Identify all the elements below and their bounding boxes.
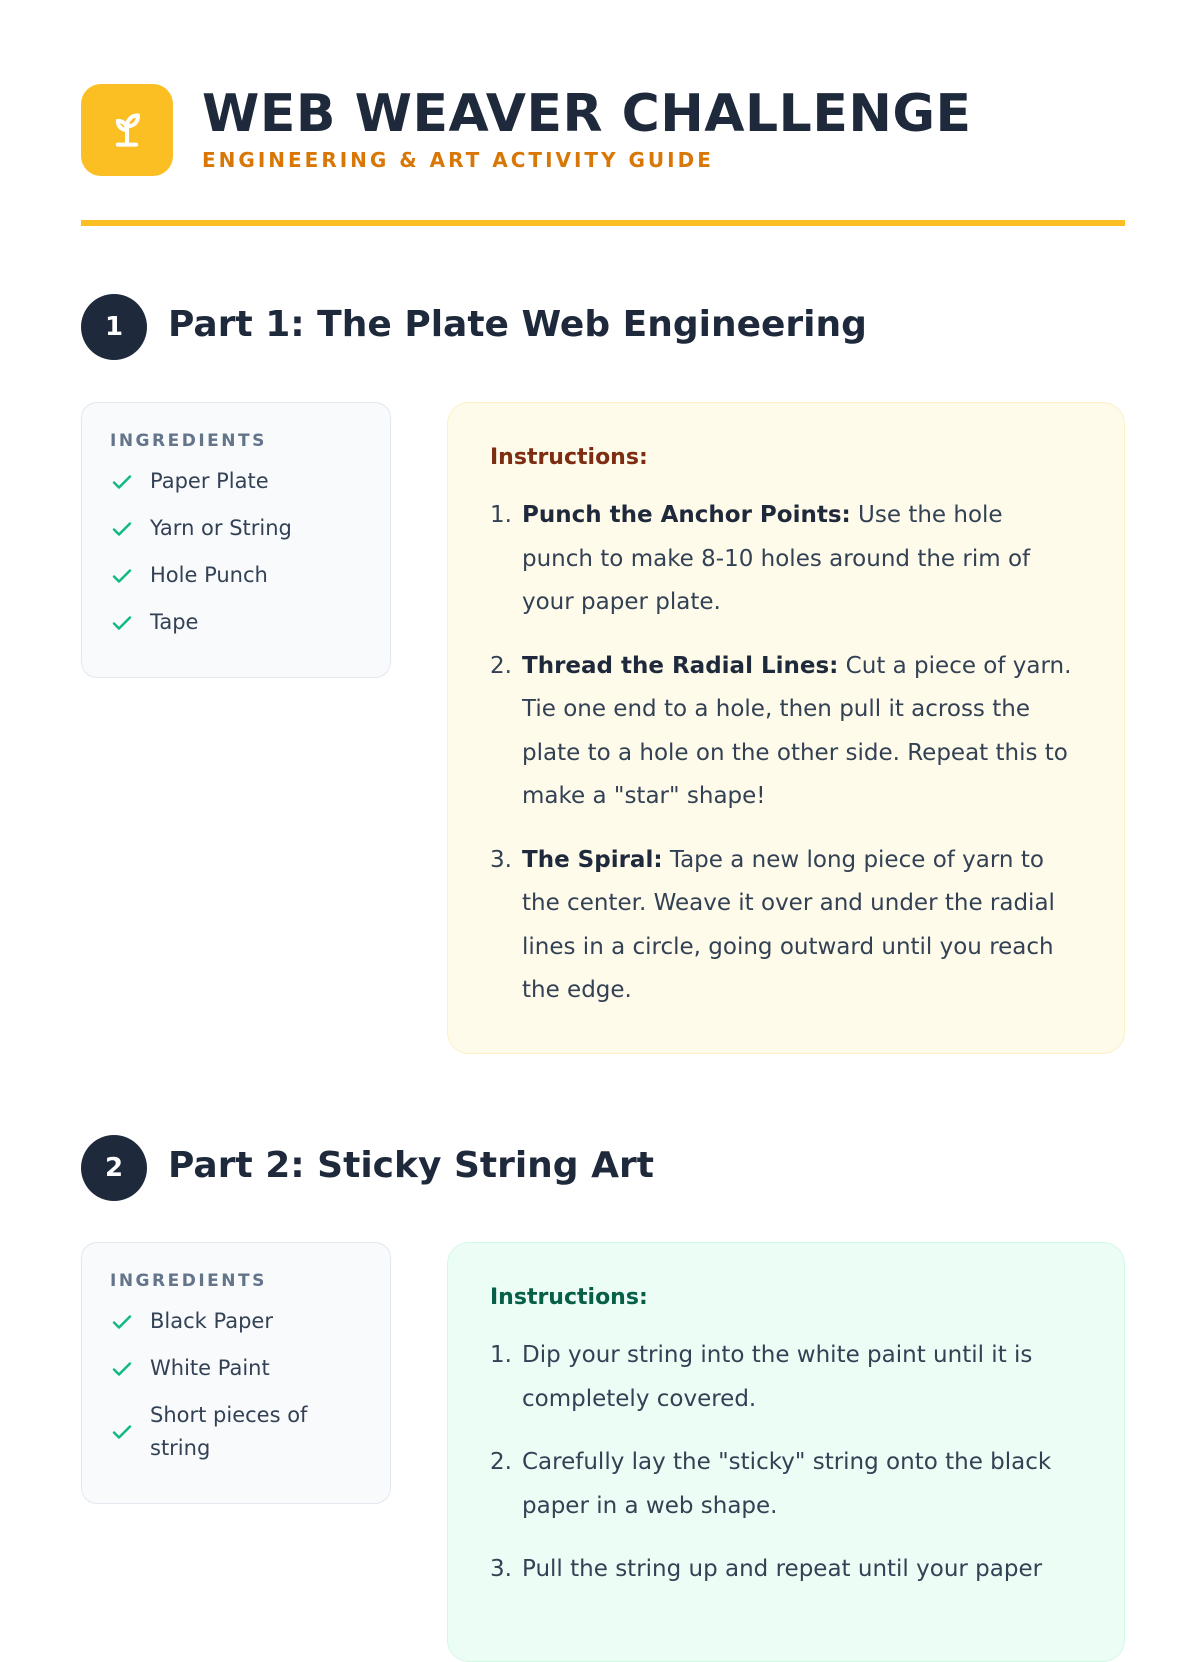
- step-number: 1.: [490, 1342, 512, 1368]
- ingredient-label: Hole Punch: [150, 563, 268, 587]
- sprout-icon: [105, 108, 149, 152]
- section-2-header: [81, 1135, 1125, 1201]
- instruction-steps: [490, 1334, 1080, 1592]
- instruction-steps: [490, 494, 1080, 1013]
- ingredients-label: INGREDIENTS: [110, 431, 267, 451]
- page-subtitle: ENGINEERING & ART ACTIVITY GUIDE: [202, 148, 714, 172]
- instruction-step: [490, 839, 1080, 1013]
- instruction-step: [490, 1548, 1080, 1592]
- ingredients-list: [110, 1305, 362, 1465]
- ingredient-item: [110, 1399, 310, 1465]
- ingredient-label: Paper Plate: [150, 469, 269, 493]
- step-heading: The Spiral:: [522, 846, 663, 873]
- instruction-step: [490, 494, 1080, 625]
- section-1-header: [81, 294, 1125, 360]
- step-text: Use the hole punch to make 8-10 holes around the rim of your paper plate.: [522, 502, 1031, 615]
- ingredient-label: Black Paper: [150, 1309, 273, 1333]
- instructions-label: Instructions:: [490, 445, 648, 470]
- step-text: Dip your string into the white paint until it is completely covered.: [522, 1342, 1033, 1412]
- ingredients-label: INGREDIENTS: [110, 1271, 267, 1291]
- instructions-label: Instructions:: [490, 1285, 648, 1310]
- ingredient-label: Tape: [150, 610, 199, 634]
- step-number: 2.: [490, 652, 512, 679]
- step-heading: Punch the Anchor Points:: [522, 502, 851, 528]
- check-icon: [110, 564, 136, 588]
- step-number: 2.: [490, 1449, 512, 1475]
- check-icon: [110, 1357, 136, 1381]
- check-icon: [110, 1310, 136, 1334]
- section-number-badge: 1: [81, 294, 147, 360]
- step-number: 3.: [490, 846, 512, 873]
- instruction-step: [490, 1441, 1080, 1528]
- step-text: Tape a new long piece of yarn to the center. Weave it over and under the radial lines in a circle, going outward until you reach the edge.: [522, 846, 1055, 1003]
- page-header: [81, 84, 1125, 234]
- instructions-card: [447, 1242, 1125, 1662]
- check-icon: [110, 1420, 136, 1444]
- ingredients-list: [110, 465, 362, 639]
- page-title: WEB WEAVER CHALLENGE: [202, 84, 972, 144]
- ingredient-item: [110, 1305, 362, 1338]
- instructions-card: [447, 402, 1125, 1054]
- ingredient-label: Yarn or String: [150, 516, 292, 540]
- section-title: Part 2: Sticky String Art: [168, 1145, 654, 1186]
- ingredient-item: [110, 512, 362, 545]
- ingredient-label: Short pieces of string: [150, 1403, 308, 1460]
- ingredients-card: [81, 402, 391, 678]
- step-number: 1.: [490, 502, 512, 528]
- ingredient-item: [110, 606, 362, 639]
- step-text: Pull the string up and repeat until your paper: [522, 1556, 1043, 1582]
- check-icon: [110, 517, 136, 541]
- ingredient-item: [110, 1352, 362, 1385]
- check-icon: [110, 470, 136, 494]
- step-heading: Thread the Radial Lines:: [522, 652, 839, 679]
- section-title: Part 1: The Plate Web Engineering: [168, 304, 867, 345]
- logo: [81, 84, 173, 176]
- ingredient-item: [110, 465, 362, 498]
- check-icon: [110, 611, 136, 635]
- ingredient-label: White Paint: [150, 1356, 270, 1380]
- instruction-step: [490, 645, 1080, 819]
- section-number-badge: 2: [81, 1135, 147, 1201]
- step-text: Carefully lay the "sticky" string onto the black paper in a web shape.: [522, 1449, 1052, 1519]
- instruction-step: [490, 1334, 1080, 1421]
- header-divider: [81, 220, 1125, 226]
- step-text: Cut a piece of yarn. Tie one end to a hole, then pull it across the plate to a hole on the other side. Repeat this to make a "star" shape!: [522, 652, 1072, 809]
- ingredient-item: [110, 559, 362, 592]
- ingredients-card: [81, 1242, 391, 1504]
- step-number: 3.: [490, 1556, 512, 1582]
